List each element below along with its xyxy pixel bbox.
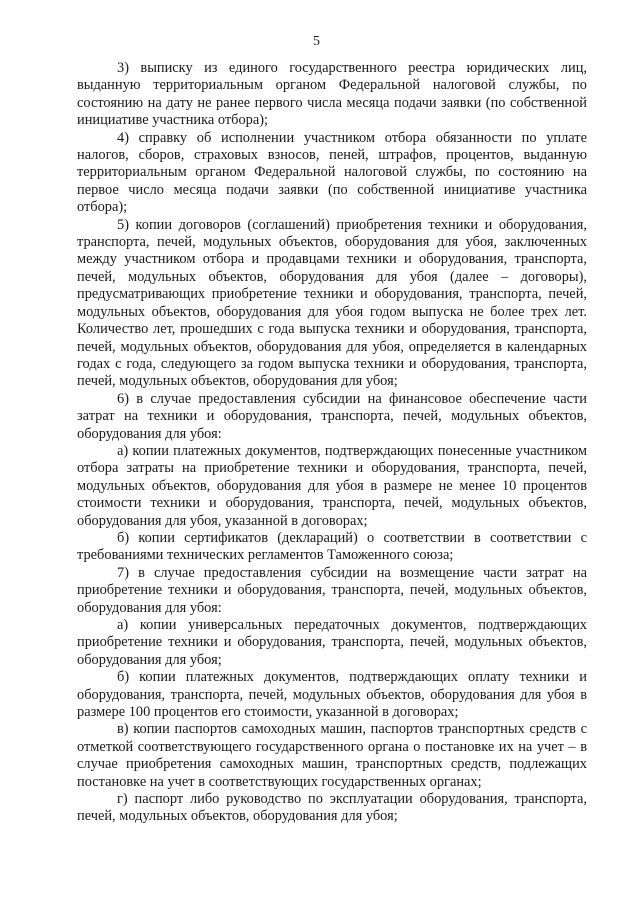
paragraph-item-6: 6) в случае предоставления субсидии на финансовое обеспечение части затрат на техники и оборудования, транспорта, печей, модульных объектов, оборудования для убоя: [77,390,587,442]
paragraph-item-7b: б) копии платежных документов, подтверждающих оплату техники и оборудования, транспорта, печей, модульных объектов, оборудования для убоя в размере 100 процентов его стоимости, указанной в договорах; [77,669,587,721]
paragraph-item-6b: б) копии сертификатов (деклараций) о соответствии в соответствии с требованиями технических регламентов Таможенного союза; [77,529,587,564]
paragraph-item-3: 3) выписку из единого государственного реестра юридических лиц, выданную территориальным органом Федеральной налоговой службы, по состоянию на дату не ранее первого числа месяца подачи заявки (по собственной инициативе участника отбора); [77,60,587,129]
paragraph-item-6a: а) копии платежных документов, подтверждающих понесенные участником отбора затраты на приобретение техники и оборудования, транспорта, печей, модульных объектов, оборудования для убоя в размере не менее 10 процентов стоимости техники и оборудования, транспорта, печей, модульных объектов, оборудования для убоя, указанной в договорах; [77,442,587,529]
paragraph-item-7a: а) копии универсальных передаточных документов, подтверждающих приобретение техники и оборудования, транспорта, печей, модульных объектов, оборудования для убоя; [77,617,587,668]
document-body [77,60,587,826]
paragraph-item-7g: г) паспорт либо руководство по эксплуатации оборудования, транспорта, печей, модульных объектов, оборудования для убоя; [77,791,587,825]
paragraph-item-7: 7) в случае предоставления субсидии на возмещение части затрат на приобретение техники и оборудования, транспорта, печей, модульных объектов, оборудования для убоя: [77,564,587,616]
paragraph-item-7v: в) копии паспортов самоходных машин, паспортов транспортных средств с отметкой соответствующего государственного органа о постановке их на учет – в случае приобретения самоходных машин, транспортных средств, подлежащих постановке на учет в соответствующих государственных органах; [77,721,587,790]
page-number: 5 [313,34,320,49]
paragraph-item-5: 5) копии договоров (соглашений) приобретения техники и оборудования, транспорта, печей, модульных объектов, оборудования для убоя, заключенных между участником отбора и продавцами техники и оборудования, транспорта, печей, модульных объектов, оборудования для убоя (далее – договоры), предусматривающих приобретение техники и оборудования, транспорта, печей, модульных объектов, оборудования для убоя годом выпуска не более трех лет. Количество лет, прошедших с года выпуска техники и оборудования, транспорта, печей, модульных объектов, оборудования для убоя, определяется в календарных годах с года, следующего за годом выпуска техники и оборудования, транспорта, печей, модульных объектов, оборудования для убоя; [77,216,587,390]
paragraph-item-4: 4) справку об исполнении участником отбора обязанности по уплате налогов, сборов, страховых взносов, пеней, штрафов, процентов, выданную территориальным органом Федеральной налоговой службы, по состоянию на первое число месяца подачи заявки (по собственной инициативе участника отбора); [77,129,587,216]
